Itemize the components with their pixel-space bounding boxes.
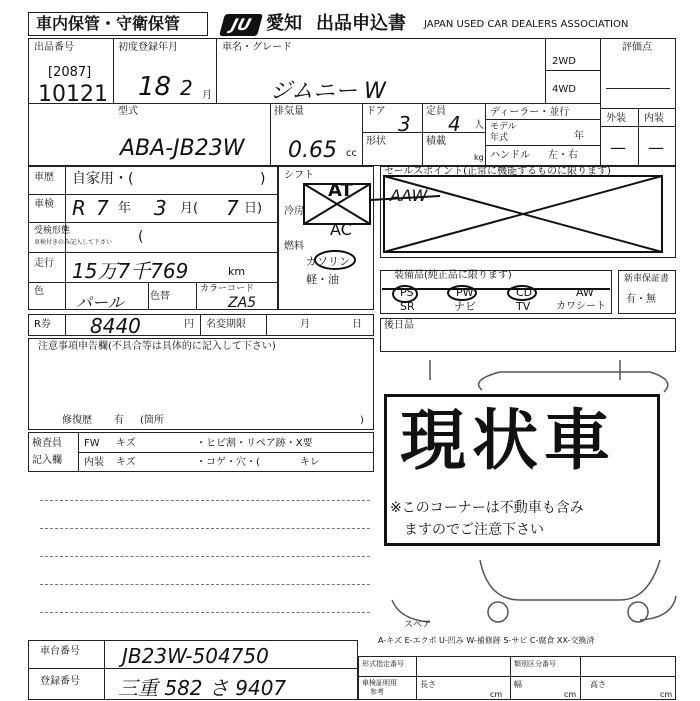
ref-label: 参考 [370,688,384,696]
chassis-value: JB23W-504750 [122,644,269,668]
width-unit: cm [564,690,577,699]
sales-point-label: セールスポイント(正常に機能するものに限ります) [384,166,611,177]
mileage-value: 15万7千769 [72,259,189,283]
inspection-day-unit: 日) [244,201,263,216]
equipment-pw: PW [456,286,474,299]
length-unit: cm [490,690,503,699]
rating-interior-label: 内装 [644,113,664,124]
equipment-label: 装備品(純正品に限ります) [394,270,512,281]
form-title: 出品申込書 [316,13,406,34]
inspector-row2-prefix: 内装 [84,457,104,468]
dealer-label: ディーラー・並行 [490,107,570,118]
displacement-value: 0.65 [288,138,337,163]
lot-number-label: 出品番号 [34,42,74,53]
color-change-label: 色替 [150,291,170,302]
class-label: 類別区分番号 [514,660,556,668]
inspector-row1-rest: ・ヒビ割・リペア跡・X要 [196,438,313,449]
storage-label: 車内保管・守衛保管 [36,14,181,33]
mileage-unit: km [228,265,246,278]
displacement-label: 排気量 [274,106,304,117]
model-label: 型式 [118,106,138,117]
warranty-label: 新車保証書 [624,274,670,284]
inspection-era: R [72,196,86,220]
inspection-form-note: 車検付きのみ記入して下さい [34,239,113,246]
inspector-row2-end: キレ [300,457,320,468]
ju-logo-text: JU [229,15,254,34]
lot-ref-number: [2087] [48,65,92,80]
equipment-aw: AW [576,286,594,299]
recycle-value: 8440 [90,314,141,338]
repair-close: ) [360,415,364,426]
fuel-diesel: 軽・油 [306,273,339,286]
repair-value: 有 [114,415,124,426]
org-english: JAPAN USED CAR DEALERS ASSOCIATION [424,19,629,30]
first-reg-month-unit: 月 [202,90,212,101]
fuel-label: 燃料 [284,241,304,252]
year-unit: 年 [574,131,584,142]
chassis-label: 車台番号 [40,646,80,657]
model-year-label: モデル [490,122,517,132]
equipment-navi: ナビ [454,300,476,313]
color-code-label: カラーコード [200,284,255,294]
warranty-value: 有・無 [626,294,656,305]
inspector-label-2: 記入欄 [32,455,62,466]
equipment-tv: TV [516,300,531,313]
history-close: ) [260,171,266,187]
rating-exterior-value: — [610,138,626,157]
rating-interior-value: — [648,138,664,157]
as-is-title: 現状車 [400,402,616,479]
color-label: 色 [34,286,44,297]
recycle-label: R券 [34,319,51,330]
capacity-label: 定員 [426,106,446,117]
sales-point-handwritten: AAW [390,186,428,205]
first-reg-year: 18 [138,72,172,102]
load-unit: kg [474,153,484,162]
length-label: 長さ [420,680,436,689]
shift-at: AT [328,180,353,201]
inspection-month-unit: 月( [180,201,199,216]
inspector-row1-text: キズ [116,438,136,449]
fuel-gasoline: ガソリン [306,255,350,268]
inspection-day: 7 [226,196,239,220]
shape-label: 形状 [366,136,386,147]
notes-label: 注意事項申告欄(不具合等は具体的に記入して下さい) [38,341,276,352]
drive-4wd: 4WD [552,84,576,95]
capacity-value: 4 [448,112,461,136]
height-label: 高さ [590,680,606,689]
spare-label: スペア [404,620,432,630]
history-label: 車歴 [34,172,54,183]
repair-place: (箇所 [140,415,164,426]
inspector-row1-prefix: FW [84,438,100,449]
post-install-label: 後日品 [384,320,414,331]
lot-number: 10121 [38,82,108,107]
deadline-month-unit: 月 [300,319,310,330]
model-value: ABA-JB23W [120,136,245,161]
cooler-label: 冷房 [284,206,304,217]
plate-label: 登録番号 [40,676,80,687]
equipment-seat: カワシート [556,301,606,312]
color-value: パール [76,293,124,312]
inspection-form-value: ( [138,229,144,245]
deadline-day-unit: 日 [352,319,362,330]
inspection-year: 7 [96,196,109,220]
shift-label: シフト [284,170,314,181]
rating-exterior-label: 外装 [606,113,626,124]
damage-legend: A-キズ E-エクボ U-凹み W-補修跡 S-サビ C-腐食 XX-交換済 [378,636,595,645]
plate-value: 三重 582 さ 9407 [118,676,287,700]
org-name: 愛知 [266,13,302,34]
displacement-unit: cc [346,148,357,159]
load-label: 積載 [426,136,446,147]
deadline-label: 名変期限 [206,319,246,330]
doors-value: 3 [398,112,411,136]
rating-label: 評価点 [622,42,652,53]
car-name-value: ジムニー W [270,79,386,104]
handle-label: ハンドル [490,150,530,161]
inspection-month: 3 [154,196,167,220]
repair-label: 修復歴 [62,415,92,426]
recycle-unit: 円 [184,319,194,330]
inspection-label: 車検 [34,199,54,210]
equipment-ps: PS [400,286,414,299]
year-label: 年式 [490,133,509,143]
drive-2wd: 2WD [552,56,576,67]
car-name-label: 車名・グレード [222,42,292,53]
color-code-value: ZA5 [228,295,257,311]
equipment-cd: CD [516,286,533,299]
inspector-label-1: 検査員 [32,438,62,449]
inspector-row2-text: キズ [116,457,136,468]
inspector-row2-rest: ・コゲ・穴・( [196,457,260,468]
history-value: 自家用・( [72,171,134,187]
as-is-note-2: ますのでご注意下さい [404,522,544,538]
type-label: 形式指定番号 [362,660,404,668]
first-reg-label: 初度登録年月 [118,42,178,53]
inspection-form-label: 受検形態 [34,226,71,236]
as-is-note-1: ※このコーナーは不動車も含み [390,500,584,516]
mileage-label: 走行 [34,258,54,269]
equipment-sr: SR [400,300,415,313]
handle-value: 左・右 [548,150,578,161]
first-reg-month: 2 [180,76,193,100]
shift-ac: AC [330,220,352,239]
cert-label: 車検証明用 [362,679,397,687]
doors-label: ドア [366,106,386,117]
height-unit: cm [660,690,673,699]
capacity-unit: 人 [474,120,484,131]
inspection-year-unit: 年 [118,201,132,216]
width-label: 幅 [514,680,522,689]
